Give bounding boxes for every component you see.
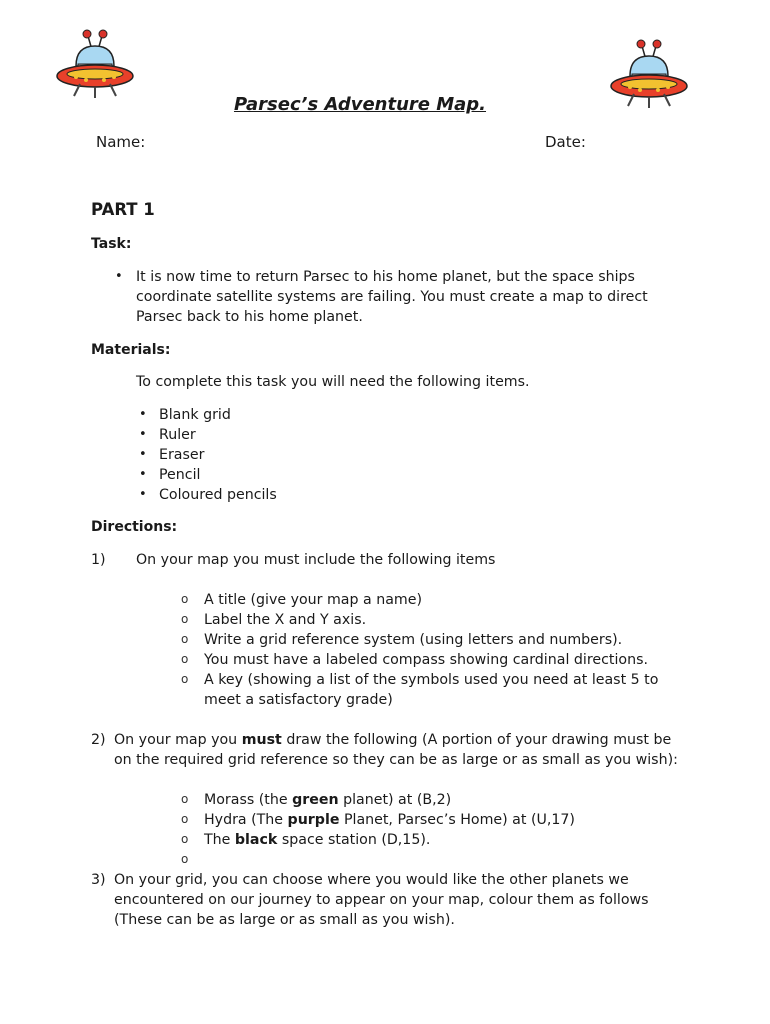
bullet-icon: • [115,269,123,284]
step1-item: A title (give your map a name) [204,592,422,608]
bullet-icon: • [139,427,147,442]
step-number: 2) [91,732,106,748]
step-number: 3) [91,872,106,888]
bullet-icon: • [139,467,147,482]
step1-item-continued: meet a satisfactory grade) [204,692,393,708]
step3-line: (These can be as large or as small as you wish). [114,912,455,928]
step1-item: Write a grid reference system (using letters and numbers). [204,632,623,648]
page-title: Parsec’s Adventure Map. [233,94,487,115]
step1-item: Label the X and Y axis. [204,612,367,628]
step3-line: On your grid, you can choose where you would like the other planets we [114,872,629,888]
circle-bullet-icon: o [181,652,189,666]
materials-item: Pencil [159,467,201,483]
step1-item: You must have a labeled compass showing cardinal directions. [204,652,648,668]
circle-bullet-icon: o [181,792,189,806]
task-line: Parsec back to his home planet. [136,309,363,325]
materials-heading: Materials: [91,342,171,358]
bullet-icon: • [139,447,147,462]
step3-line: encountered on our journey to appear on your map, colour them as follows [114,892,649,908]
emphasis-must: must [241,732,282,748]
materials-item: Blank grid [159,407,231,423]
materials-item: Ruler [159,427,196,443]
task-heading: Task: [91,236,132,252]
materials-intro: To complete this task you will need the following items. [136,374,530,390]
step2-line: On your map you must draw the following (A portion of your drawing must be [114,732,672,748]
step1-text: On your map you must include the following items [136,552,496,568]
circle-bullet-icon: o [181,832,189,846]
step2-item: Morass (the green planet) at (B,2) [204,792,452,808]
part-heading: PART 1 [91,200,155,219]
date-label: Date: [545,133,586,151]
bullet-icon: • [139,407,147,422]
circle-bullet-icon: o [181,852,189,866]
circle-bullet-icon: o [181,672,189,686]
step-number: 1) [91,552,106,568]
step1-item: A key (showing a list of the symbols used you need at least 5 to [204,672,659,688]
circle-bullet-icon: o [181,632,189,646]
step2-item: The black space station (D,15). [204,832,431,848]
task-line: It is now time to return Parsec to his home planet, but the space ships [136,269,635,285]
circle-bullet-icon: o [181,612,189,626]
circle-bullet-icon: o [181,592,189,606]
step2-line: on the required grid reference so they can be as large or as small as you wish): [114,752,678,768]
task-line: coordinate satellite systems are failing. You must create a map to direct [136,289,648,305]
circle-bullet-icon: o [181,812,189,826]
bullet-icon: • [139,487,147,502]
name-label: Name: [96,133,146,151]
directions-heading: Directions: [91,519,178,535]
materials-item: Coloured pencils [159,487,277,503]
materials-item: Eraser [159,447,205,463]
step2-item: Hydra (The purple Planet, Parsec’s Home) at (U,17) [204,812,575,828]
